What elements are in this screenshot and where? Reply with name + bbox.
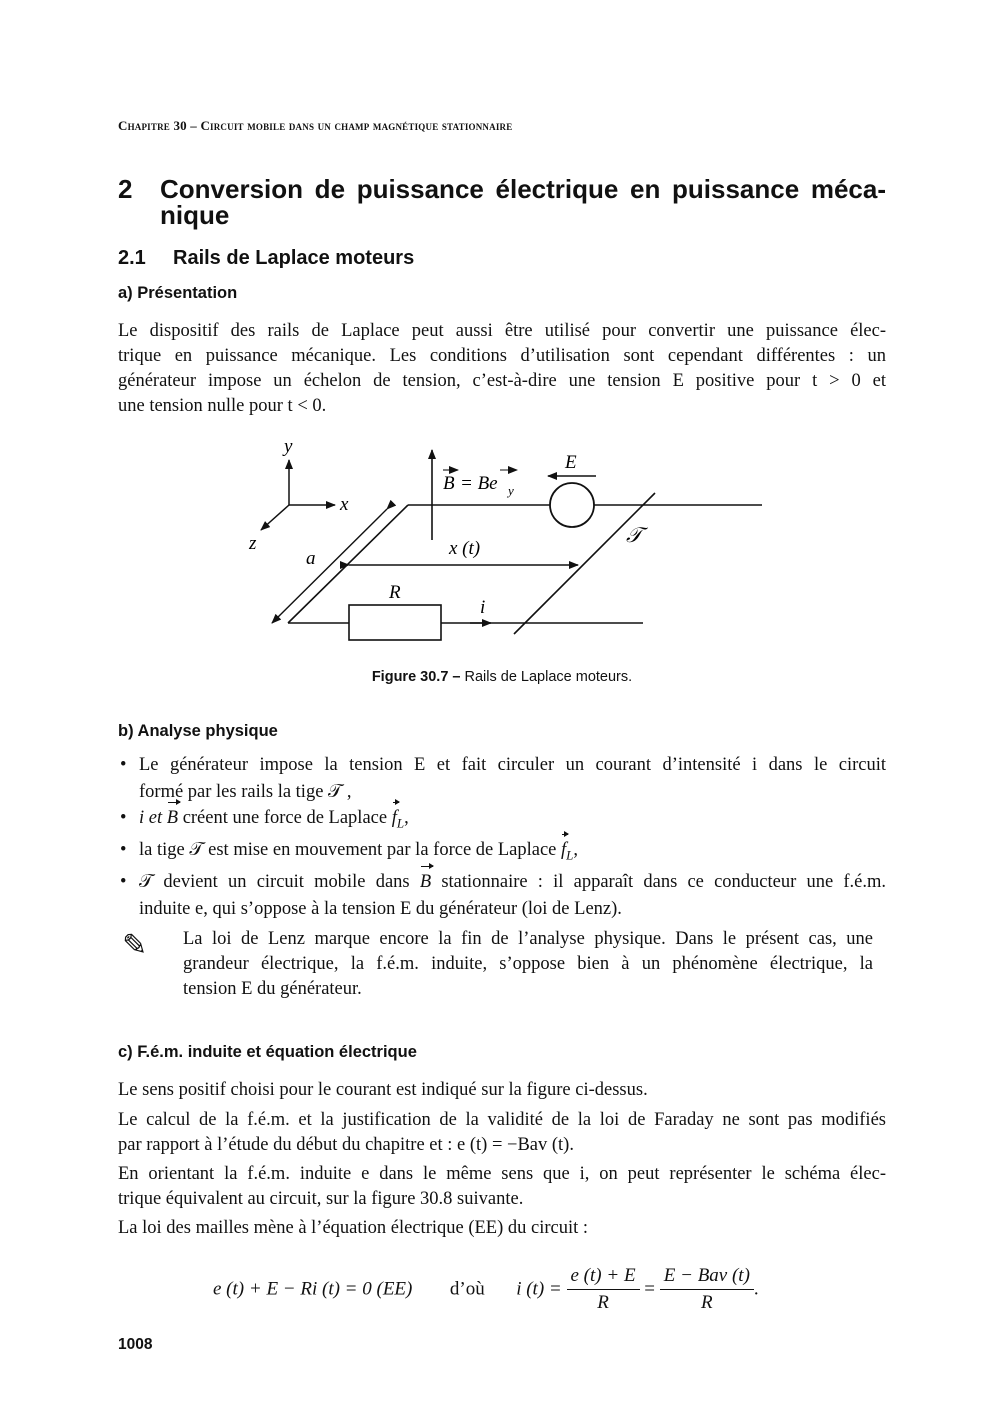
section-title-line2: nique (160, 200, 230, 230)
label-ey-sub: y (508, 483, 514, 498)
heading-analyse: b) Analyse physique (118, 722, 278, 740)
subsection-title: Rails de Laplace moteurs (173, 247, 415, 269)
bullet-4-line-2: induite e, qui s’oppose à la tension E du générateur (loi de Lenz). (139, 898, 622, 919)
bullet-2-text-a: i et (139, 808, 167, 828)
label-eqB: = Be (460, 473, 498, 494)
vector-f-symbol: f (392, 805, 397, 832)
note-line-3: tension E du générateur. (183, 979, 362, 999)
vector-f-subscript-2: L (566, 847, 574, 863)
bullet-1-line-2: formé par les rails la tige 𝒯 , (139, 781, 352, 802)
fem-p3-line-2: trique équivalent au circuit, sur la figure 30.8 suivante. (118, 1189, 524, 1209)
fem-paragraph-3 (118, 1162, 886, 1212)
axes-triad (261, 460, 335, 530)
fraction-1 (567, 1265, 640, 1314)
label-xt: x (t) (449, 538, 481, 559)
equation-equals: = (644, 1278, 656, 1300)
equation-end: . (753, 1278, 759, 1300)
equation-dou: d’où (449, 1278, 485, 1300)
vector-f-subscript: L (396, 815, 405, 831)
resistor (349, 605, 441, 640)
fem-paragraph-2 (118, 1108, 886, 1158)
bullet-item-2: • i et B créent une force de Laplace $f_L$, (118, 805, 886, 837)
label-R: R (389, 582, 401, 603)
analysis-bullet-list (118, 752, 886, 922)
label-field-b (443, 470, 517, 498)
bullet-1-line-1: Le générateur impose la tension E et fait circuler un courant d’intensité i dans le circuit (139, 755, 886, 775)
fem-p1: Le sens positif choisi pour le courant est indiqué sur la figure ci-dessus. (118, 1080, 648, 1100)
heading-presentation: a) Présentation (118, 284, 238, 302)
vector-b-symbol: B (167, 805, 178, 832)
fem-p2-line-2: par rapport à l’étude du début du chapitre et : e (t) = −Bav (t). (118, 1135, 574, 1155)
bullet-item-4: • 𝒯 devient un circuit mobile dans B stationnaire : il apparaît dans ce conducteur une f.é.m. induite e, qui s’oppose à la tension E du générateur (loi de Lenz). (118, 869, 886, 922)
bullet-3-text-c: , (573, 840, 579, 861)
subsection-number: 2.1 (118, 247, 146, 269)
intro-line-4: une tension nulle pour t < 0. (118, 396, 327, 416)
fem-p3-line-1: En orientant la f.é.m. induite e dans le même sens que i, on peut représenter le schéma élec- (118, 1164, 886, 1184)
label-B: B (443, 473, 455, 494)
equation-lhs: e (t) + E − Ri (t) = 0 (EE) (213, 1278, 413, 1300)
fraction-1-denominator: R (597, 1292, 609, 1313)
heading-fem: c) F.é.m. induite et équation électrique (118, 1043, 417, 1061)
fraction-2 (660, 1265, 754, 1314)
fem-p2-line-1: Le calcul de la f.é.m. et la justification de la validité de la loi de Faraday ne sont pas modifiés (118, 1110, 886, 1130)
bullet-2-text-b: créent une force de Laplace (178, 808, 392, 828)
running-header-text: Chapitre 30 – Circuit mobile dans un champ magnétique stationnaire (118, 118, 513, 133)
caption-number: Figure 30.7 (371, 669, 449, 685)
section-number: 2 (118, 174, 133, 204)
fraction-2-numerator: E − Bav (t) (660, 1265, 754, 1290)
fraction-2-denominator: R (701, 1292, 713, 1313)
z-axis-arrow (261, 505, 289, 530)
electrical-equation (213, 1265, 759, 1314)
note-line-2: grandeur électrique, la f.é.m. induite, s’oppose bien à un phénomène électrique, la (183, 954, 873, 974)
bullet-item-1: • Le générateur impose la tension E et fait circuler un courant d’intensité i dans le circuit formé par les rails la tige 𝒯 , (118, 752, 886, 805)
vector-f-symbol-2: f (561, 837, 566, 864)
fem-paragraph-1 (118, 1078, 886, 1103)
label-a: a (306, 548, 316, 569)
lenz-note (183, 927, 873, 1002)
label-E: E (565, 452, 577, 473)
fraction-1-numerator: e (t) + E (567, 1265, 640, 1290)
vector-b-symbol-2: B (420, 869, 431, 896)
intro-line-2: trique en puissance mécanique. Les conditions d’utilisation sont cependant différentes : un (118, 346, 886, 366)
note-line-1: La loi de Lenz marque encore la fin de l’analyse physique. Dans le présent cas, une (183, 929, 873, 949)
page-number: 1008 (118, 1336, 153, 1353)
pencil-icon: ✎ (122, 928, 148, 963)
intro-line-1: Le dispositif des rails de Laplace peut aussi être utilisé pour convertir une puissance élec- (118, 321, 886, 341)
label-rod-T: 𝒯 (626, 523, 643, 547)
bullet-4-text-a: 𝒯 devient un circuit mobile dans (139, 872, 420, 893)
generator-symbol (550, 483, 594, 527)
label-i: i (480, 597, 486, 618)
intro-line-3: générateur impose un échelon de tension, c’est-à-dire une tension E positive pour t > 0 et (118, 371, 886, 391)
figure-caption (0, 669, 1004, 685)
bullet-item-3: • la tige 𝒯 est mise en mouvement par la force de Laplace $f_L$, (118, 837, 886, 869)
laplace-rails-figure (0, 0, 1004, 700)
caption-text: Rails de Laplace moteurs. (464, 669, 633, 685)
label-z: z (249, 533, 257, 554)
bullet-4-text-b: stationnaire : il apparaît dans ce conducteur une f.é.m. (431, 872, 886, 893)
bullet-2-text-c: , (404, 808, 409, 828)
label-y: y (284, 436, 293, 457)
fem-p4: La loi des mailles mène à l’équation électrique (EE) du circuit : (118, 1218, 589, 1238)
fem-paragraph-4 (118, 1216, 886, 1241)
label-x: x (340, 494, 349, 515)
equation-it: i (t) = (516, 1278, 562, 1300)
bullet-3-text-a: la tige 𝒯 est mise en mouvement par la force de Laplace (139, 840, 562, 861)
section-title-line1: Conversion de puissance électrique en puissance méca- (160, 174, 886, 204)
caption-dash: – (448, 669, 465, 685)
bullet-4-line-1 (139, 869, 886, 896)
